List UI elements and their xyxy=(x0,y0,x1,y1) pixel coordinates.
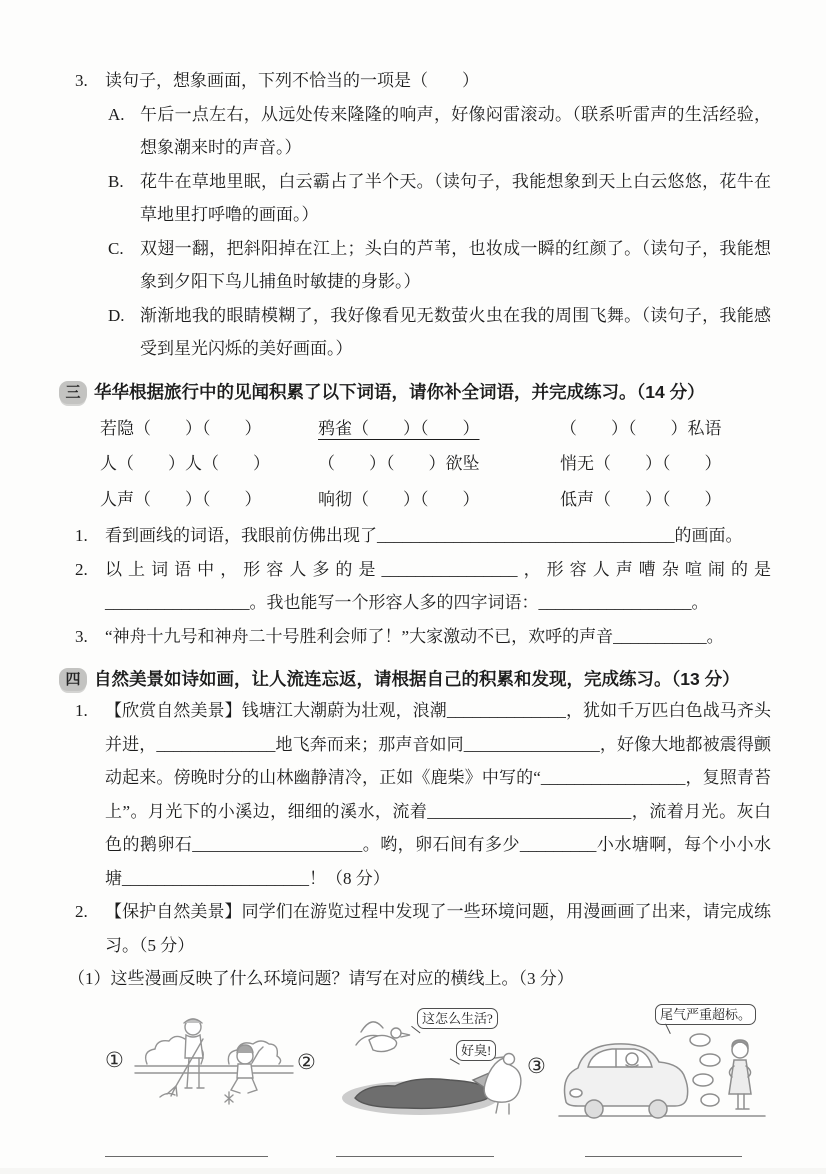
word-cell: 低声（ ）（ ） xyxy=(560,489,722,509)
section-three-title: 华华根据旅行中的见闻积累了以下词语，请你补全词语，并完成练习。（14 分） xyxy=(94,381,705,402)
q3-text: “神舟十九号和神舟二十号胜利会师了！”大家激动不已，欢呼的声音___________。 xyxy=(105,626,724,646)
speech-bubble-goose-1 xyxy=(417,1008,498,1029)
option-d-label: D. xyxy=(108,305,125,325)
option-d xyxy=(108,299,771,366)
speech-bubble-woman xyxy=(655,1004,756,1025)
word-cell: 人声（ ）（ ） xyxy=(100,489,262,509)
option-a-text: 午后一点左右，从远处传来隆隆的响声，好像闷雷滚动。（联系听雷声的生活经验，想象潮来时的声音。） xyxy=(140,104,771,157)
section-four-badge: 四 xyxy=(59,668,87,691)
question-3-number: 3. xyxy=(75,71,88,90)
item1-number: 1. xyxy=(75,701,88,720)
word-cell: 响彻（ ）（ ） xyxy=(318,489,480,509)
q1-text: 看到画线的词语，我眼前仿佛出现了___________________________________的画面。 xyxy=(105,526,743,545)
item1-text: 【欣赏自然美景】钱塘江大潮蔚为壮观，浪潮______________，犹如千万匹白色战马齐头并进，______________地飞奔而来；那声音如同________________，好像大地都被震得颤动起来。傍晚时分的山林幽静清冷，正如《鹿柴》中写的“_________________，复照青苔上”。月光下的小溪边，细细的溪水，流着________________________，流着月光。灰白色的鹅卵石____________________。哟，卵石间有多少_________小水塘啊，每个小小水塘______________________！（8 分） xyxy=(105,701,771,888)
section-four-title: 自然美景如诗如画，让人流连忘返，请根据自己的积累和发现，完成练习。（13 分） xyxy=(94,669,740,689)
word-cell: 若隐（ ）（ ） xyxy=(100,418,262,438)
section-four-item1 xyxy=(75,694,771,895)
option-a xyxy=(108,98,771,165)
question-3-stem: 读句子，想象画面，下列不恰当的一项是（ ） xyxy=(105,71,479,90)
section-three-q3 xyxy=(75,620,771,654)
question-3-options xyxy=(108,98,771,366)
item2-text: 【保护自然美景】同学们在游览过程中发现了一些环境问题，用漫画画了出来，请完成练习。（5 分） xyxy=(105,902,771,955)
question-3 xyxy=(75,64,771,98)
sub-question-1: （1）这些漫画反映了什么环境问题？请写在对应的横线上。（3 分） xyxy=(68,969,574,988)
section-three-header xyxy=(59,377,771,407)
section-four-header xyxy=(59,664,771,694)
option-b-text: 花牛在草地里眠，白云霸占了半个天。（读句子，我能想象到天上白云悠悠，花牛在草地里打呼噜的画面。） xyxy=(140,171,771,224)
option-b xyxy=(108,165,771,232)
cartoon-1-littering-illustration xyxy=(133,1006,295,1118)
answer-line-2 xyxy=(336,1156,494,1157)
option-c-text: 双翅一翻，把斜阳掉在江上；头白的芦苇，也妆成一瞬的红颜了。（读句子，我能想象到夕阳下鸟儿捕鱼时敏捷的身影。） xyxy=(140,238,771,291)
option-d-text: 渐渐地我的眼睛模糊了，我好像看见无数萤火虫在我的周围飞舞。（读句子，我能感受到星光闪烁的美好画面。） xyxy=(140,305,771,358)
option-b-label: B. xyxy=(108,171,124,191)
worksheet-content xyxy=(65,64,771,1174)
option-c xyxy=(108,232,771,299)
word-cell: 人（ ）人（ ） xyxy=(100,454,270,473)
item2-number: 2. xyxy=(75,902,88,921)
q2-text: 以上词语中，形容人多的是________________，形容人声嘈杂喧闹的是_________________。我也能写一个形容人多的四字词语：__________________。 xyxy=(105,559,771,612)
section-three-q2 xyxy=(75,553,771,620)
word-cell: （ ）（ ）欲坠 xyxy=(318,454,480,473)
word-cell-underlined: 鸦雀（ ）（ ） xyxy=(318,418,480,438)
speech-bubble-goose-2 xyxy=(456,1040,496,1061)
word-completion-grid xyxy=(100,411,771,518)
word-cell: 悄无（ ）（ ） xyxy=(560,454,722,473)
answer-line-1 xyxy=(105,1156,268,1157)
q2-number: 2. xyxy=(75,559,88,579)
answer-line-3 xyxy=(585,1156,742,1157)
cartoon-3-car-exhaust-illustration xyxy=(553,1010,771,1128)
word-cell: （ ）（ ）私语 xyxy=(560,418,722,438)
option-a-label: A. xyxy=(108,104,125,124)
cartoon-answer-lines xyxy=(75,1148,771,1174)
q1-number: 1. xyxy=(75,526,88,545)
section-three-badge: 三 xyxy=(59,381,87,404)
option-c-label: C. xyxy=(108,238,124,258)
speech-bubble-text: 尾气严重超标。 xyxy=(660,1006,752,1022)
speech-bubble-text: 好臭! xyxy=(461,1042,492,1058)
cartoon-strip xyxy=(75,1004,771,1144)
section-three-q1 xyxy=(75,519,771,553)
circled-number-2: ② xyxy=(297,1049,316,1074)
circled-number-1: ① xyxy=(105,1047,124,1072)
circled-number-3: ③ xyxy=(527,1053,546,1078)
section-four-item2 xyxy=(75,895,771,962)
speech-bubble-text: 这怎么生活? xyxy=(422,1010,493,1026)
q3-number: 3. xyxy=(75,626,88,646)
